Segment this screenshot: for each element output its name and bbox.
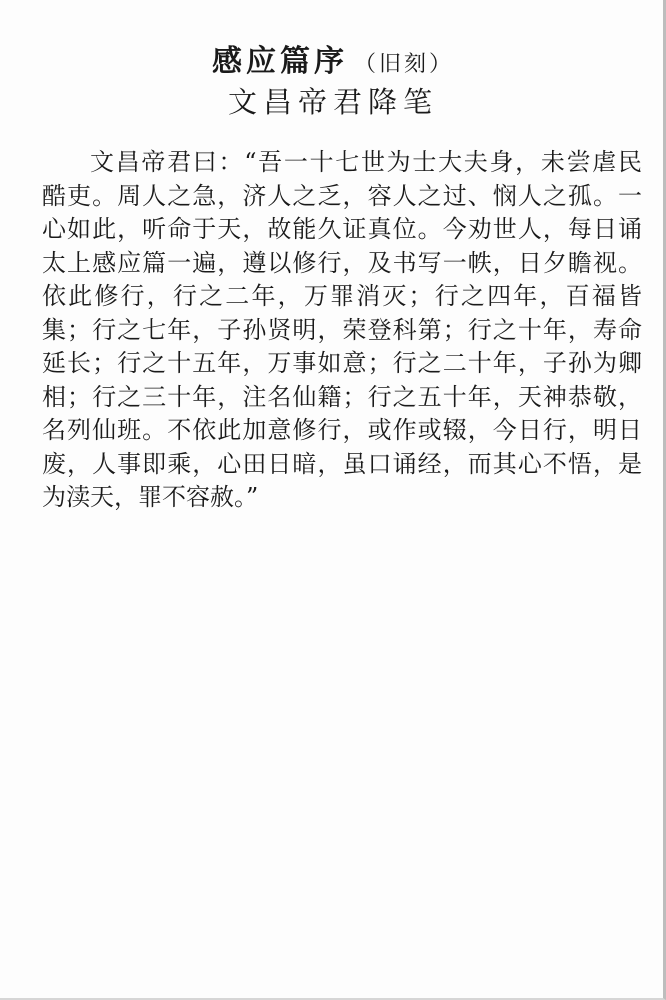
text-line: 酷吏。周人之急，济人之乏，容人之过、悯人之孤。一: [42, 181, 642, 210]
text-line: 名列仙班。不依此加意修行，或作或辍，今日行，明日: [42, 416, 642, 444]
heading: [0, 36, 666, 80]
text-line: 依此修行，行之二年，万罪消灭；行之四年，百福皆: [42, 282, 642, 310]
text-line: 为渎天，罪不容赦。”: [42, 483, 259, 511]
page-title: 感应篇序: [211, 44, 348, 79]
page-subtitle: 文昌帝君降笔: [227, 85, 438, 119]
text-line: 心如此，听命于天，故能久证真位。今劝世人，每日诵: [42, 215, 642, 243]
text-line: 延长；行之十五年，万事如意；行之二十年，子孙为卿: [42, 349, 642, 377]
text-line: 相；行之三十年，注名仙籍；行之五十年，天神恭敬，: [42, 382, 642, 411]
text-line: 文昌帝君曰：“吾一十七世为士大夫身，未尝虐民: [90, 148, 642, 176]
body-paragraph: [42, 146, 642, 515]
text-line: 集；行之七年，子孙贤明，荣登科第；行之十年，寿命: [42, 315, 642, 344]
title-note: （旧刻）: [353, 52, 454, 77]
text-line: 废，人事即乘，心田日暗，虽口诵经，而其心不悟，是: [42, 449, 642, 478]
text-line: 太上感应篇一遍，遵以修行，及书写一帙，日夕瞻视。: [42, 248, 642, 277]
